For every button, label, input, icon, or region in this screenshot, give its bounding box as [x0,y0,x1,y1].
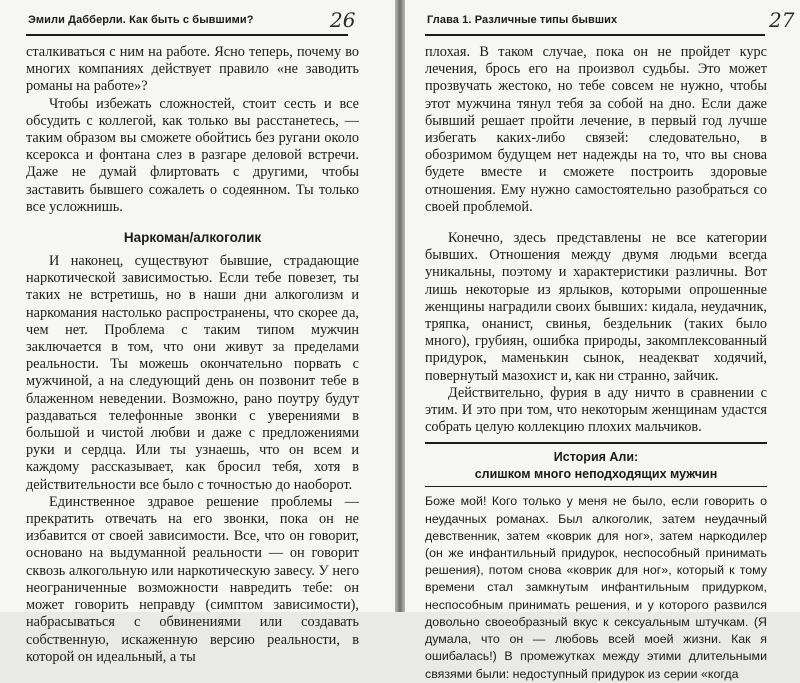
body-text [26,44,359,666]
story-subtitle: слишком много неподходящих мужчин [474,467,718,482]
story-heading [425,449,767,483]
running-header: Глава 1. Различные типы бывших [427,14,618,26]
paragraph: сталкиваться с ним на работе. Ясно теперь, почему во многих компаниях действует правило «не заводить романы на работе»? [26,44,359,95]
paragraph: Конечно, здесь представлены не все категории бывших. Отношения между двумя людьми всегда уникальны, поэтому и характеристики различны. Вот лишь некоторые из ярлыков, которыми опрошенные женщины наградили своих бывших: кидала, неудачник, тряпка, онанист, свинья, бездельник (таких было много), грубиян, ошибка природы, закомплексованный придурок, маменькин сынок, неадекват ходячий, повернутый мазохист и, как ни странно, зайчик. [425,230,767,384]
book-gutter [395,0,405,612]
header-rule [26,34,348,36]
running-header: Эмили Дабберли. Как быть с бывшими? [28,14,254,26]
page-number: 27 [769,8,795,32]
body-text [425,44,767,683]
header-rule [425,34,765,36]
paragraph: И наконец, существуют бывшие, страдающие наркотической зависимостью. Если тебе повезет, ты таких не встретишь, но в наши дни алкоголизм и наркомания настолько распространены, что скорее да, чем нет. Проблема с таким типом мужчин заключается в том, что они живут за пределами реальности. Ты можешь окончательно порвать с мужчиной, а на следующий день он позвонит тебе в блаженном неведении. Возможно, рано поутру будут раздаваться телефонные звонки с уверениями в большой и чистой любви и даже с предложениями руки и сердца. Или ты узнаешь, что он всем и каждому рассказывает, как бросил тебя, хотя в действительности все было с точностью до наоборот. [26,253,359,493]
story-text: Боже мой! Кого только у меня не было, если говорить о неудачных романах. Был алкоголик, затем неудачный девственник, затем «коврик для ног», затем наркодилер (он же инфантильный придурок, неспособный принимать решения), потом снова «коврик для ног», который к тому времени стал замкнутым инфантильным придурком, неспособным принимать решения, и у которого развился довольно своеобразный вкус к сексуальным штучкам. (Я думала, что он — любовь всей моей жизни. Как я ошибалась!) В промежутках между этими длительными связями были: недоступный придурок из серии «когда [425,494,767,681]
paragraph: Чтобы избежать сложностей, стоит сесть и все обсудить с коллегой, как только вы расстанетесь, — таким образом вы сможете обойтись без ругани около ксерокса и фонтана слез в разгаре деловой встречи. Даже не думай флиртовать с другими, чтобы заставить бывшего сожалеть о содеянном. Ты только все усложнишь. [26,95,359,215]
story-rule [425,486,767,487]
story-title: История Али: [553,450,639,465]
left-page [0,0,395,665]
paragraph: Единственное здравое решение проблемы — прекратить отвечать на его звонки, пока он не избавится от своей зависимости. Все, что он говорит, основано на выдуманной реальности — он говорит сквозь алкогольную или наркотическую завесу. У него неограниченные возможности навредить тебе: он может говорить неправду (симптом зависимости), набрасываться с обвинениями или создавать собственную, искаженную версию реальности, в которой он идеальный, а ты [26,493,359,665]
page-number: 26 [330,8,356,32]
paragraph: Действительно, фурия в аду ничто в сравнении с этим. И это при том, что некоторым женщинам удастся собрать целую коллекцию плохих мальчиков. [425,384,767,436]
story-box [425,442,767,682]
paragraph: плохая. В таком случае, пока он не пройдет курс лечения, брось его на произвол судьбы. Это может прозвучать жестоко, но тебе совсем не нужно, чтобы этот мужчина тянул тебя за собой на дно. Если даже бывший решает пройти лечение, в первый год лучше избегать каких-либо связей: следовательно, в обозримом будущем нет надежды на то, что вы снова будете вместе и сможете построить здоровые отношения. Ему нужно самостоятельно разобраться со своей проблемой. [425,44,767,215]
section-heading: Наркоман/алкоголик [123,230,262,246]
right-page [405,0,800,681]
